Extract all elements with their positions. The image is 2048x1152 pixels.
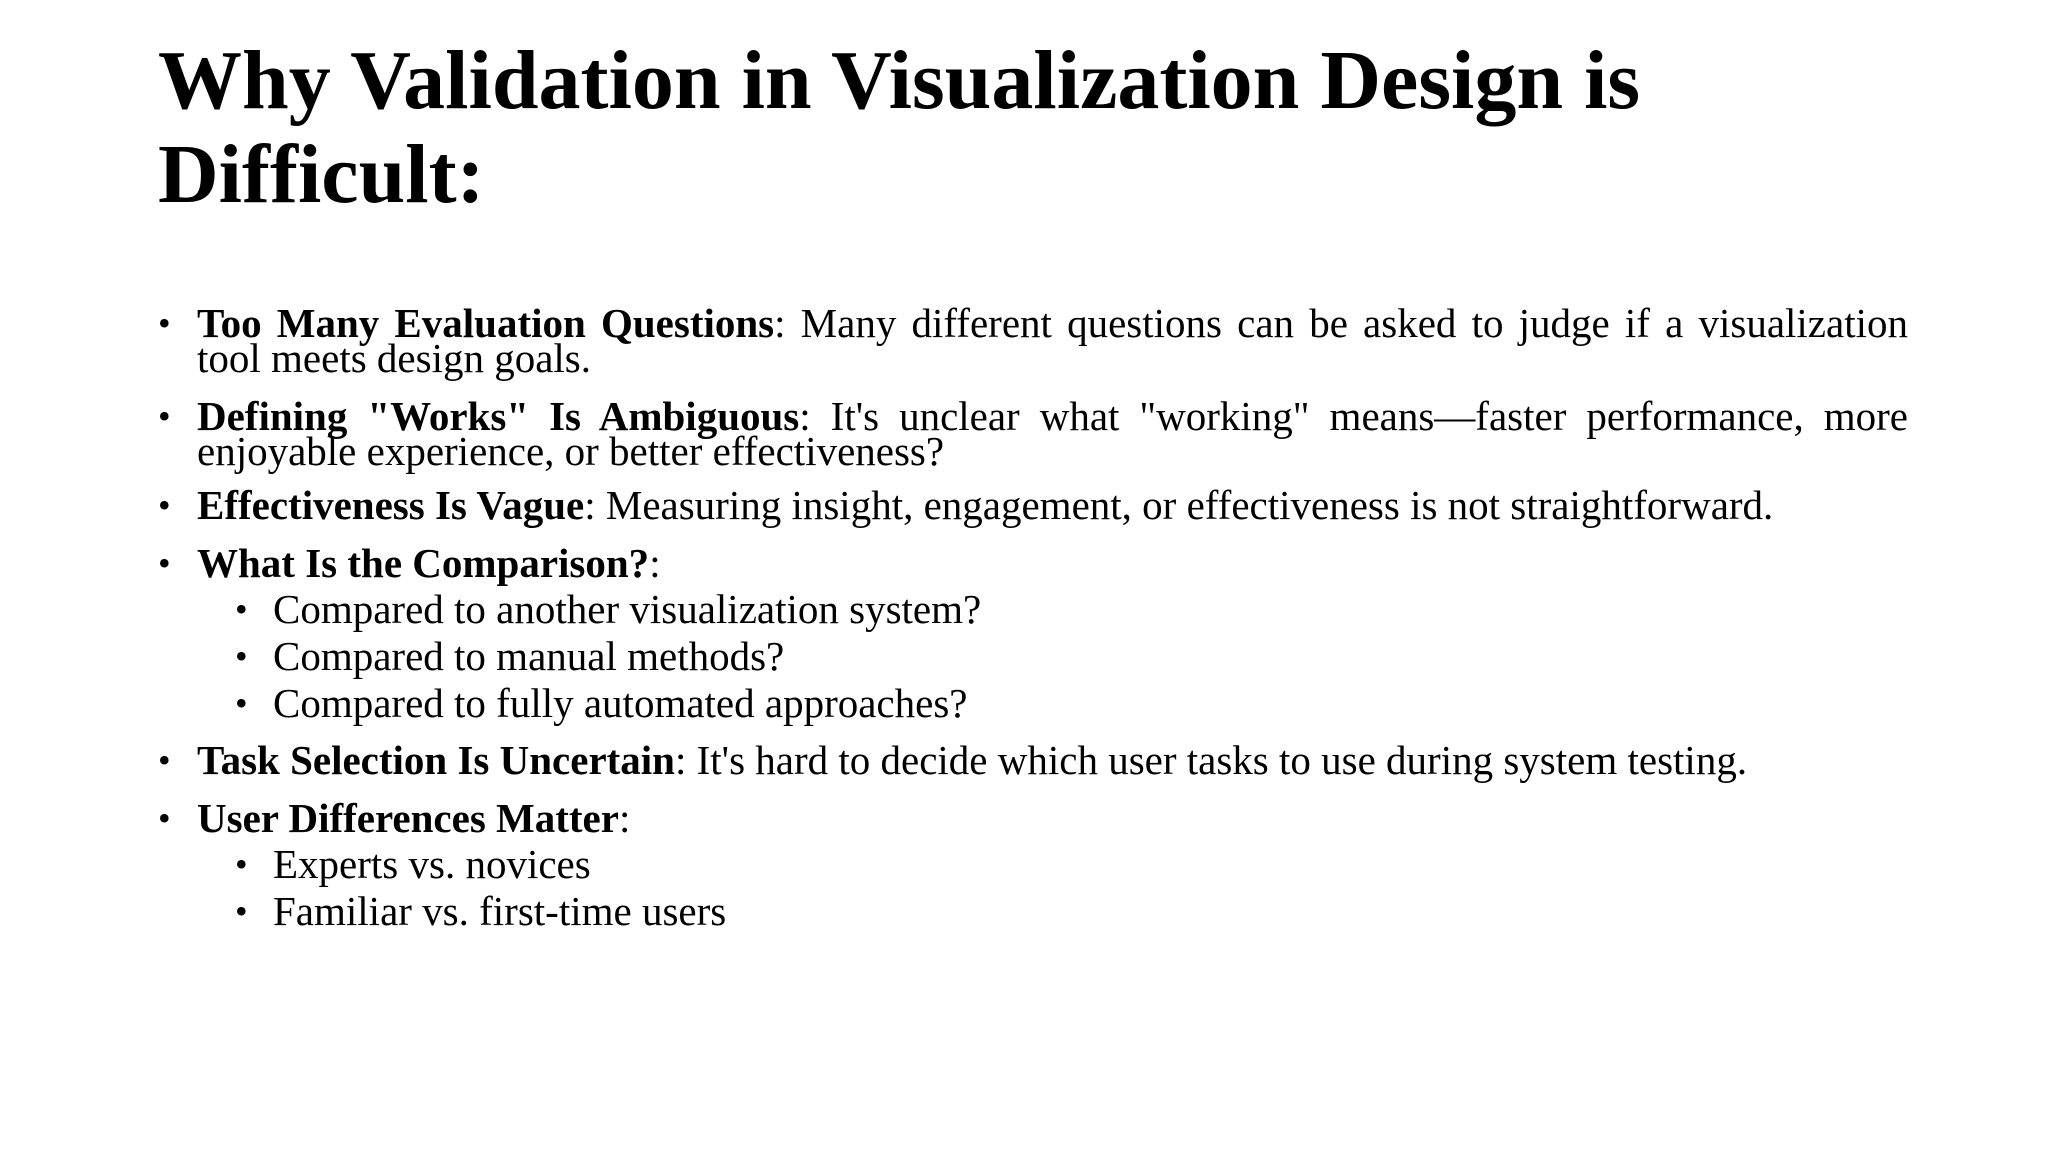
sub-bullet-text: Compared to manual methods? [273,633,785,679]
bullet-text: : Many different questions can be asked to judge if a visualization tool meets design goals. [197,300,1908,381]
bullet-term: Task Selection Is Uncertain [197,737,675,783]
bullet-icon: • [235,589,248,629]
slide-title: Why Validation in Visualization Design is Difficult: [158,34,1641,221]
bullet-icon: • [158,543,171,583]
bullet-list [158,300,1908,935]
bullet-text: : Measuring insight, engagement, or effectiveness is not straightforward. [584,482,1774,528]
bullet-icon: • [235,844,248,884]
sub-bullet-text: Compared to fully automated approaches? [273,680,968,726]
bullet-term: Defining "Works" Is Ambiguous [197,393,800,439]
bullet-icon: • [158,798,171,838]
sub-bullet-item [158,680,1908,727]
bullet-icon: • [158,485,171,525]
sub-bullet-list [158,586,1908,727]
bullet-item [158,482,1908,528]
sub-bullet-item [158,841,1908,888]
sub-bullet-item [158,586,1908,633]
sub-bullet-list [158,841,1908,935]
sub-bullet-text: Experts vs. novices [273,841,591,887]
bullet-icon: • [158,740,171,780]
bullet-text: : [649,540,661,586]
sub-bullet-item [158,633,1908,680]
sub-bullet-item [158,888,1908,935]
bullet-item [158,393,1908,474]
bullet-term: User Differences Matter [197,795,619,841]
bullet-term: Too Many Evaluation Questions [197,300,775,346]
bullet-text: : It's hard to decide which user tasks to use during system testing. [675,737,1748,783]
bullet-item [158,737,1908,783]
bullet-icon: • [158,396,171,436]
bullet-icon: • [158,303,171,343]
bullet-icon: • [235,636,248,676]
bullet-text: : [618,795,631,841]
bullet-term: What Is the Comparison? [197,540,650,586]
bullet-text: : It's unclear what "working" means—faster performance, more enjoyable experience, or better effectiveness? [197,393,1908,474]
bullet-icon: • [235,891,248,931]
bullet-item [158,300,1908,381]
bullet-item [158,795,1908,841]
bullet-icon: • [235,683,248,723]
sub-bullet-text: Familiar vs. first-time users [273,888,727,934]
bullet-item [158,540,1908,586]
bullet-term: Effectiveness Is Vague [197,482,585,528]
sub-bullet-text: Compared to another visualization system? [273,586,982,632]
